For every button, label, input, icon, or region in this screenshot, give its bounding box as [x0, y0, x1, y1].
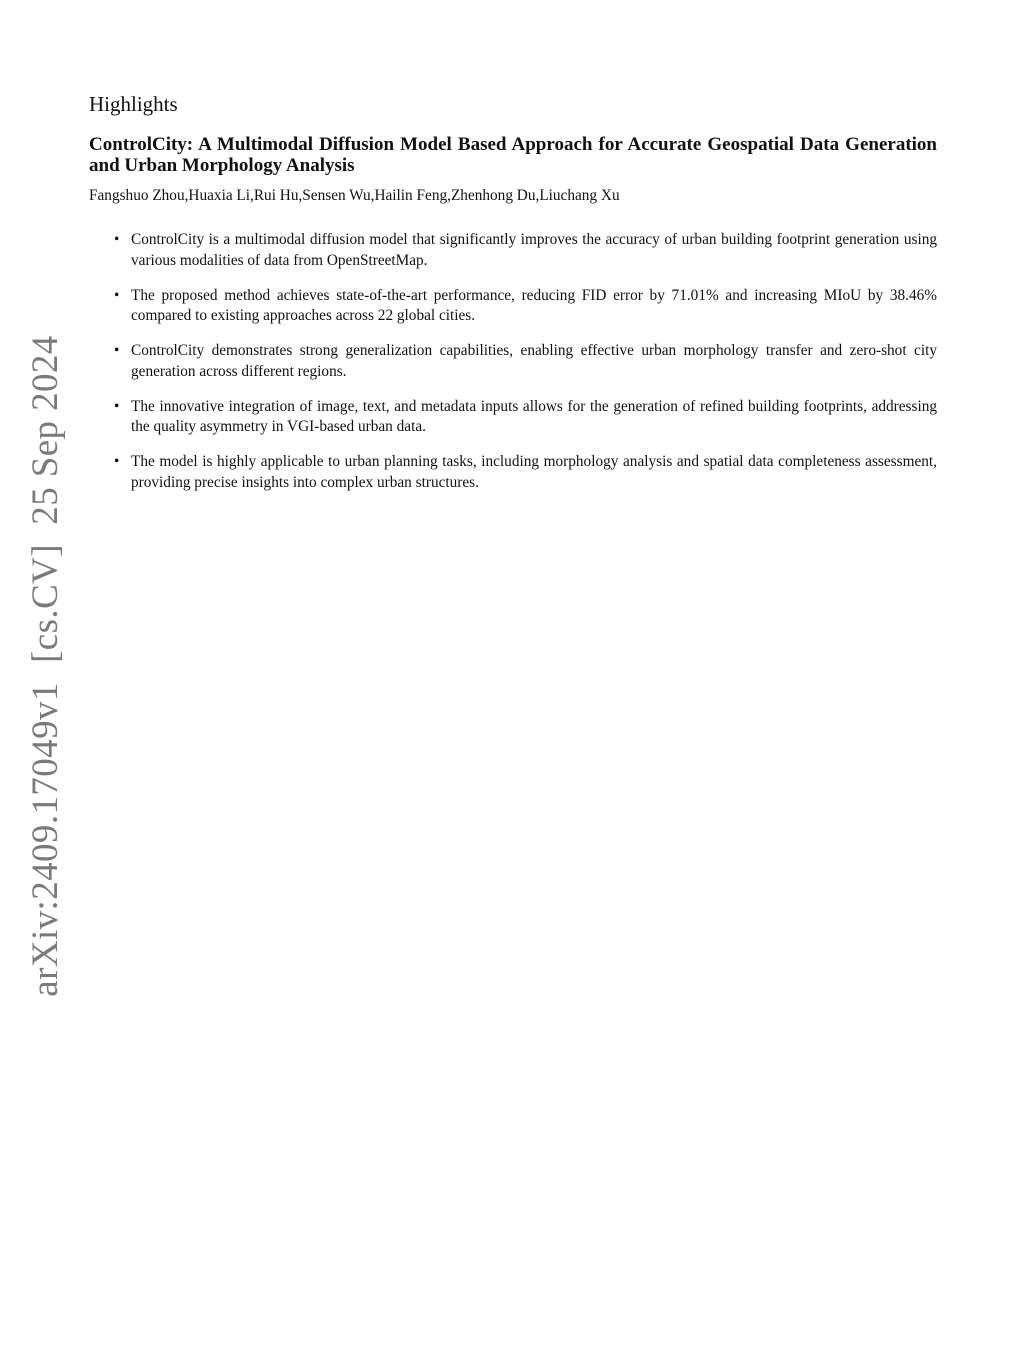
highlights-section [89, 88, 937, 508]
bullet-icon: • [114, 453, 120, 470]
bullet-icon: • [114, 286, 120, 304]
highlight-item [89, 397, 937, 438]
highlight-text: The proposed method achieves state-of-the-art performance, reducing FID error by 71.01% and increasing MIoU by 38.46% compared to existing approaches across 22 global cities. [131, 286, 937, 324]
section-heading: Highlights [89, 92, 178, 116]
author-list: Fangshuo Zhou,Huaxia Li,Rui Hu,Sensen Wu,Hailin Feng,Zhenhong Du,Liuchang Xu [89, 187, 620, 204]
bullet-icon: • [114, 342, 120, 359]
highlight-text: The model is highly applicable to urban planning tasks, including morphology analysis and spatial data completeness assessment, providing precise insights into complex urban structures. [131, 453, 937, 491]
highlight-item [89, 286, 937, 327]
highlight-text: ControlCity demonstrates strong generalization capabilities, enabling effective urban morphology transfer and zero-shot city generation across different regions. [131, 342, 937, 380]
highlight-item [89, 230, 937, 271]
paper-title: ControlCity: A Multimodal Diffusion Model Based Approach for Accurate Geospatial Data Generation and Urban Morphology Analysis [89, 134, 937, 176]
arxiv-identifier: arXiv:2409.17049v1 [cs.CV] 25 Sep 2024 [25, 335, 66, 997]
bullet-icon: • [114, 231, 120, 248]
highlight-text: The innovative integration of image, text, and metadata inputs allows for the generation of refined building footprints, addressing the quality asymmetry in VGI-based urban data. [131, 397, 937, 435]
highlight-item [89, 341, 937, 382]
highlight-text: ControlCity is a multimodal diffusion model that significantly improves the accuracy of urban building footprint generation using various modalities of data from OpenStreetMap. [131, 231, 937, 269]
highlights-list [89, 230, 937, 493]
highlight-item [89, 452, 937, 493]
bullet-icon: • [114, 397, 120, 415]
